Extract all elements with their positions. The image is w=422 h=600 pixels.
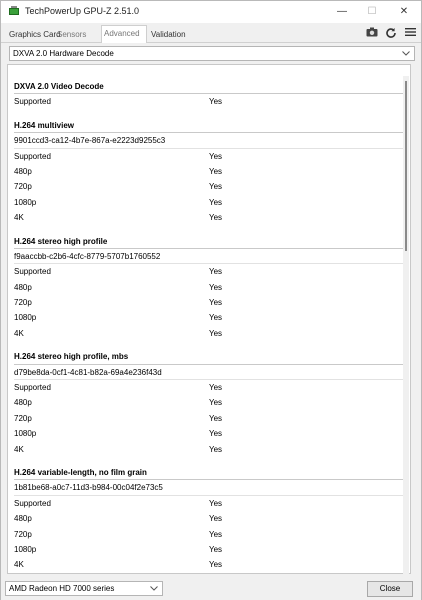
info-row-value: Yes	[209, 514, 223, 524]
info-row-value: Yes	[209, 429, 223, 439]
info-row	[14, 149, 406, 164]
section-header	[14, 79, 406, 94]
section-title: H.264 stereo high profile	[14, 236, 108, 246]
chevron-down-icon	[149, 582, 159, 595]
info-row-value: Yes	[209, 213, 223, 223]
section-spacer	[14, 341, 406, 349]
info-row	[14, 426, 406, 441]
info-row-label: 720p	[14, 298, 32, 308]
hamburger-menu-icon[interactable]	[403, 27, 417, 39]
section-title: DXVA 2.0 Video Decode	[14, 82, 104, 91]
info-row-value: Yes	[209, 498, 223, 508]
tab-graphics-card[interactable]: Graphics Card	[9, 30, 61, 39]
info-row-label: 1080p	[14, 544, 37, 554]
info-row	[14, 94, 406, 109]
info-row-label: 4K	[14, 328, 24, 338]
info-row-value: Yes	[209, 182, 223, 192]
info-row	[14, 195, 406, 210]
info-row-label: 480p	[14, 514, 32, 524]
info-row-value: Yes	[209, 383, 223, 393]
info-row	[14, 179, 406, 194]
section-header	[14, 234, 406, 249]
info-row-value: Yes	[209, 166, 223, 176]
scrollbar-thumb[interactable]	[405, 81, 407, 251]
info-row	[14, 411, 406, 426]
info-row	[14, 164, 406, 179]
info-row-label: 1080p	[14, 313, 37, 323]
info-row-label: 1080p	[14, 429, 37, 439]
tab-validation[interactable]: Validation	[151, 30, 186, 39]
tab-bar	[1, 23, 421, 43]
info-row	[14, 511, 406, 526]
maximize-button[interactable]: ☐	[367, 6, 377, 17]
info-row	[14, 295, 406, 310]
info-row-value: Yes	[209, 398, 223, 408]
info-row-label: 480p	[14, 282, 32, 292]
info-row-label: 4K	[14, 213, 24, 223]
info-row-value: Yes	[209, 151, 223, 161]
info-row-label: 480p	[14, 166, 32, 176]
info-row-value: Yes	[209, 444, 223, 454]
title-bar[interactable]	[1, 1, 421, 23]
info-row	[14, 264, 406, 279]
section-header	[14, 349, 406, 364]
info-row-value: Yes	[209, 413, 223, 423]
info-row	[14, 210, 406, 225]
window-title: TechPowerUp GPU-Z 2.51.0	[25, 6, 140, 16]
info-row-label: Supported	[14, 267, 51, 277]
info-row-label: Supported	[14, 151, 51, 161]
section-guid-row	[14, 365, 406, 380]
section-title: H.264 variable-length, no film grain	[14, 467, 147, 477]
info-row	[14, 557, 406, 572]
info-row	[14, 395, 406, 410]
panel-scrollbar[interactable]	[403, 76, 409, 574]
info-row-value: Yes	[209, 529, 223, 539]
gpuz-app-icon	[9, 7, 19, 16]
info-row-label: Supported	[14, 498, 51, 508]
section-title: H.264 stereo high profile, mbs	[14, 352, 129, 362]
info-row-label: 720p	[14, 529, 32, 539]
section-spacer	[14, 110, 406, 118]
section-guid: 9901ccd3-ca12-4b7e-867a-e2223d9255c3	[14, 136, 166, 146]
tab-advanced[interactable]: Advanced	[101, 25, 147, 43]
refresh-icon[interactable]	[384, 27, 398, 39]
info-row-label: 720p	[14, 413, 32, 423]
info-row-value: Yes	[209, 560, 223, 570]
section-spacer	[14, 226, 406, 234]
info-row-label: 480p	[14, 398, 32, 408]
info-row	[14, 527, 406, 542]
gpu-select-value: AMD Radeon HD 7000 series	[9, 584, 115, 593]
gpu-select-dropdown[interactable]	[5, 581, 163, 596]
minimize-button[interactable]: —	[337, 6, 347, 17]
info-row-value: Yes	[209, 97, 223, 107]
info-row-value: Yes	[209, 298, 223, 308]
info-row	[14, 542, 406, 557]
section-guid: f9aaccbb-c2b6-4cfc-8779-5707b1760552	[14, 251, 161, 261]
section-guid-row	[14, 480, 406, 495]
info-row	[14, 280, 406, 295]
category-dropdown[interactable]	[9, 46, 415, 61]
category-dropdown-value: DXVA 2.0 Hardware Decode	[13, 49, 114, 58]
info-row	[14, 310, 406, 325]
close-window-button[interactable]: ✕	[399, 6, 409, 17]
tab-sensors[interactable]: Sensors	[57, 30, 87, 39]
section-guid: d79be8da-0cf1-4c81-b82a-69a4e236f43d	[14, 367, 162, 377]
info-row	[14, 442, 406, 457]
info-row-value: Yes	[209, 544, 223, 554]
section-guid-row	[14, 249, 406, 264]
info-row-value: Yes	[209, 282, 223, 292]
decode-info-panel	[7, 64, 411, 574]
close-button[interactable]: Close	[367, 581, 413, 597]
info-row	[14, 380, 406, 395]
chevron-down-icon	[401, 47, 411, 60]
info-row-value: Yes	[209, 197, 223, 207]
info-row-label: Supported	[14, 97, 51, 107]
info-row-label: 4K	[14, 560, 24, 570]
info-row	[14, 326, 406, 341]
info-row-label: Supported	[14, 383, 51, 393]
info-row-label: 4K	[14, 444, 24, 454]
info-row-value: Yes	[209, 313, 223, 323]
info-row	[14, 496, 406, 511]
bottom-bar	[1, 578, 421, 600]
section-title: H.264 multiview	[14, 120, 75, 130]
decode-info-list	[14, 79, 406, 573]
info-row-label: 1080p	[14, 197, 37, 207]
section-guid-row	[14, 133, 406, 148]
info-row-value: Yes	[209, 328, 223, 338]
section-header	[14, 465, 406, 480]
section-header	[14, 118, 406, 133]
section-guid: 1b81be68-a0c7-11d3-b984-00c04f2e73c5	[14, 483, 163, 493]
section-spacer	[14, 457, 406, 465]
info-row-label: 720p	[14, 182, 32, 192]
camera-icon[interactable]	[365, 27, 379, 39]
info-row-value: Yes	[209, 267, 223, 277]
